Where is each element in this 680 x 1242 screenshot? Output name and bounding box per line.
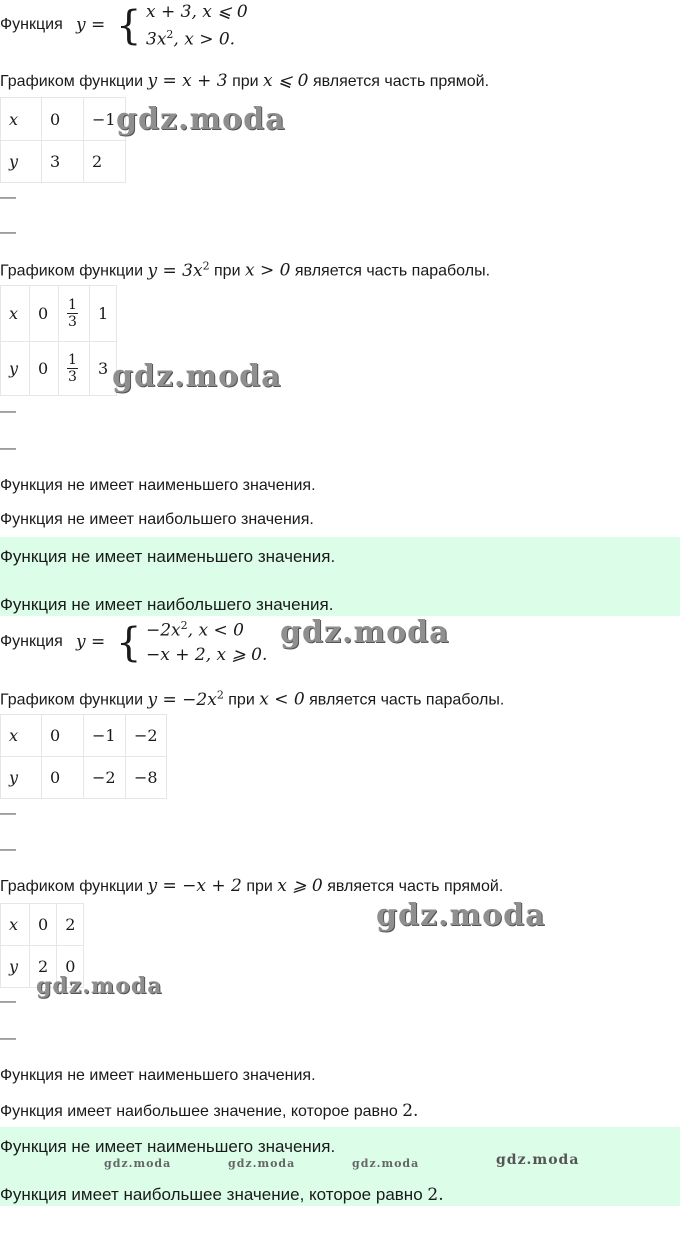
- table-cell: x: [1, 715, 42, 757]
- table-cell: x: [1, 904, 30, 946]
- table-cell: y: [1, 757, 42, 799]
- table-cell: y: [1, 342, 30, 396]
- system-brace: {: [116, 3, 142, 49]
- table-cell: x: [1, 286, 30, 342]
- table-cell: −2: [84, 757, 126, 799]
- watermark: gdz.moda: [112, 359, 282, 394]
- table-cell: 0: [30, 342, 59, 396]
- watermark: gdz.moda: [104, 1157, 172, 1170]
- table-cell: 2: [84, 141, 126, 183]
- dash-placeholder: —: [0, 224, 16, 241]
- dash-placeholder: —: [0, 189, 16, 206]
- watermark: gdz.moda: [352, 1157, 420, 1170]
- function-label: Функция: [0, 16, 63, 33]
- dash-placeholder: —: [0, 805, 16, 822]
- table-cell: 2: [57, 904, 84, 946]
- watermark: gdz.moda: [496, 1152, 580, 1168]
- case-line-2: $3x^2$, x > 0.: [146, 28, 236, 50]
- table-cell: y: [1, 946, 30, 988]
- line-graph-statement-1: Графиком функции y = x + 3 при x ⩽ 0 является часть прямой.: [0, 71, 490, 91]
- parabola-graph-statement-2: Графиком функции $y = -2x^2$ при x < 0 является часть параболы.: [0, 688, 505, 710]
- dash-placeholder: —: [0, 841, 16, 858]
- table-cell: $\frac{1}{3}$: [59, 342, 90, 396]
- watermark: gdz.moda: [280, 615, 450, 650]
- table-cell: 1: [90, 286, 117, 342]
- table-cell: 0: [30, 286, 59, 342]
- answer-highlight-1: [0, 537, 680, 616]
- watermark: gdz.moda: [228, 1157, 296, 1170]
- dash-placeholder: —: [0, 993, 16, 1010]
- answer-min-1: Функция не имеет наименьшего значения.: [0, 547, 336, 566]
- table-cell: 0: [42, 98, 84, 141]
- function-lhs: y =: [76, 15, 106, 35]
- answer-max-1: Функция не имеет наибольшего значения.: [0, 595, 334, 614]
- watermark: gdz.moda: [36, 973, 163, 999]
- answer-max-2: Функция имеет наибольшее значение, которое равно 2.: [0, 1185, 444, 1205]
- table-cell: −1: [84, 715, 126, 757]
- table-cell: −2: [126, 715, 167, 757]
- table-cell: 0: [30, 904, 57, 946]
- conclusion-min-2: Функция не имеет наименьшего значения.: [0, 1067, 316, 1084]
- table-cell: 2: [30, 946, 57, 988]
- dash-placeholder: —: [0, 1030, 16, 1047]
- conclusion-min-1: Функция не имеет наименьшего значения.: [0, 477, 316, 494]
- value-table-line-1: [0, 97, 126, 183]
- dash-placeholder: —: [0, 440, 16, 457]
- conclusion-max-2: Функция имеет наибольшее значение, которое равно 2.: [0, 1101, 419, 1121]
- table-cell: 3: [90, 342, 117, 396]
- system-definition-1: [0, 0, 680, 56]
- value-table-parabola-1: [0, 285, 117, 396]
- dash-placeholder: —: [0, 403, 16, 420]
- system-brace: {: [116, 620, 142, 666]
- function-label: Функция: [0, 633, 63, 650]
- table-cell: $\frac{1}{3}$: [59, 286, 90, 342]
- case-line-2: −x + 2, x ⩾ 0.: [146, 645, 268, 665]
- case-line-1: x + 3, x ⩽ 0: [146, 2, 248, 22]
- watermark: gdz.moda: [116, 102, 286, 137]
- table-cell: y: [1, 141, 42, 183]
- table-cell: 0: [42, 715, 84, 757]
- conclusion-max-1: Функция не имеет наибольшего значения.: [0, 511, 314, 528]
- table-cell: 3: [42, 141, 84, 183]
- watermark: gdz.moda: [376, 898, 546, 933]
- line-graph-statement-2: Графиком функции y = −x + 2 при x ⩾ 0 является часть прямой.: [0, 876, 504, 896]
- table-cell: −1: [84, 98, 126, 141]
- answer-min-2: Функция не имеет наименьшего значения.: [0, 1137, 336, 1156]
- table-cell: 0: [57, 946, 84, 988]
- parabola-graph-statement-1: Графиком функции $y = 3x^2$ при x > 0 является часть параболы.: [0, 259, 491, 281]
- table-cell: −8: [126, 757, 167, 799]
- table-cell: 0: [42, 757, 84, 799]
- value-table-parabola-2: [0, 714, 167, 799]
- function-lhs: y =: [76, 632, 106, 652]
- case-line-1: $-2x^2$, x < 0: [146, 619, 244, 641]
- table-cell: x: [1, 98, 42, 141]
